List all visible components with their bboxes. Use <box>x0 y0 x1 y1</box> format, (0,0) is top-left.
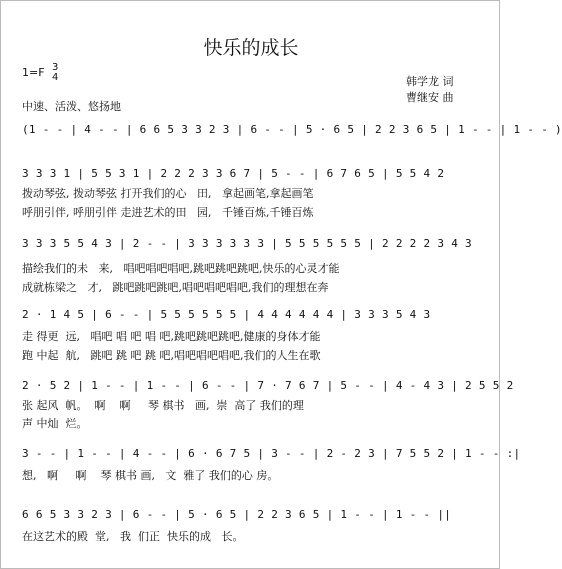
time-signature <box>52 63 58 83</box>
time-sig-bottom: 4 <box>52 72 59 83</box>
lyricist-credit: 韩学龙 词 <box>406 75 454 88</box>
lyric-line-4-verse-2: 跑 中起 航, 跳吧 跳 吧 跳 吧,唱吧唱吧唱吧,我们的人生在歌 <box>22 349 321 362</box>
lyric-line-3-verse-1: 描绘我们的未 来, 唱吧唱吧唱吧,跳吧跳吧跳吧,快乐的心灵才能 <box>22 262 340 275</box>
composer-credit: 曹继安 曲 <box>406 91 454 104</box>
music-line-7: 6 6 5 3 3 2 3 | 6 - - | 5 · 6 5 | 2 2 3 6 5 | 1 - - | 1 - - || <box>22 508 452 521</box>
music-line-2: 3 3 3 1 | 5 5 3 1 | 2 2 2 3 3 6 7 | 5 - - | 6 7 6 5 | 5 5 4 2 <box>22 167 445 180</box>
time-sig-top: 3 <box>52 62 59 73</box>
tempo-marking: 中速、活泼、悠扬地 <box>22 100 121 113</box>
music-line-5: 2 · 5 2 | 1 - - | 1 - - | 6 - - | 7 · 7 6 7 | 5 - - | 4 - 4 3 | 2 5 5 2 <box>22 379 514 392</box>
lyric-line-2-verse-1: 拨动琴弦, 拨动琴弦 打开我们的心 田, 拿起画笔,拿起画笔 <box>22 187 314 200</box>
lyric-line-5-verse-1: 张 起风 帆。 啊 啊 琴 棋书 画, 崇 高了 我们的理 <box>22 399 304 412</box>
song-title: 快乐的成长 <box>203 37 299 59</box>
lyric-line-4-verse-1: 走 得更 远, 唱吧 唱 吧 唱 吧,跳吧跳吧跳吧,健康的身体才能 <box>22 330 321 343</box>
key-time-signature <box>22 63 58 83</box>
lyric-line-3-verse-2: 成就栋梁之 才, 跳吧跳吧跳吧,唱吧唱吧唱吧,我们的理想在奔 <box>22 281 329 294</box>
music-line-6: 3 - - | 1 - - | 4 - - | 6 · 6 7 5 | 3 - - | 2 - 2 3 | 7 5 5 2 | 1 - - :| <box>22 447 521 460</box>
music-line-3: 3 3 3 5 5 4 3 | 2 - - | 3 3 3 3 3 3 | 5 5 5 5 5 5 | 2 2 2 2 3 4 3 <box>22 237 472 250</box>
lyric-line-5-verse-2: 声 中灿 烂。 <box>22 417 88 430</box>
lyric-line-2-verse-2: 呼朋引伴, 呼朋引伴 走进艺术的田 园, 千锤百炼,千锤百炼 <box>22 206 314 219</box>
lyric-line-6: 想, 啊 啊 琴 棋书 画, 文 雅了 我们的心 房。 <box>22 469 279 482</box>
lyric-line-7: 在这艺术的殿 堂, 我 们正 快乐的成 长。 <box>22 530 244 543</box>
key-signature: 1=F <box>22 66 45 79</box>
music-line-1: (1 - - | 4 - - | 6 6 5 3 3 2 3 | 6 - - | 5 · 6 5 | 2 2 3 6 5 | 1 - - | 1 - - ) <box>22 123 562 136</box>
music-line-4: 2 · 1 4 5 | 6 - - | 5 5 5 5 5 5 | 4 4 4 4 4 4 | 3 3 3 5 4 3 <box>22 308 431 321</box>
